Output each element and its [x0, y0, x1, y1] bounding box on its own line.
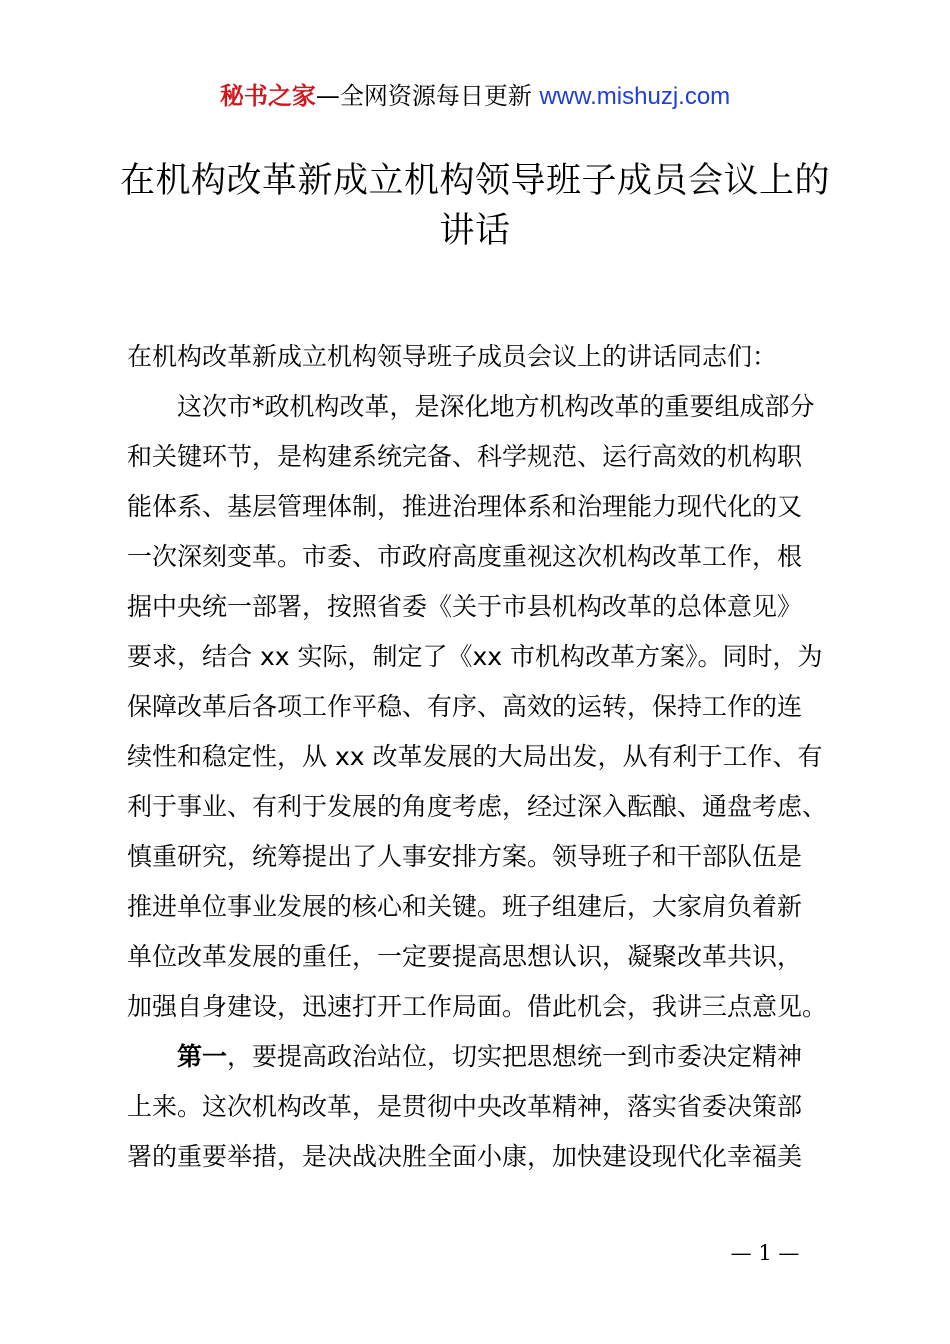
- paragraph-line: 署的重要举措，是决战决胜全面小康，加快建设现代化幸福美: [127, 1142, 803, 1171]
- paragraph-line: 这次市*政机构改革，是深化地方机构改革的重要组成部分: [177, 392, 815, 421]
- paragraph-line: 上来。这次机构改革，是贯彻中央改革精神，落实省委决策部: [127, 1092, 803, 1121]
- paragraph-line: 推进单位事业发展的核心和关键。班子组建后，大家肩负着新: [127, 892, 803, 921]
- paragraph-line: 能体系、基层管理体制，推进治理体系和治理能力现代化的又: [127, 492, 803, 521]
- paragraph-line: 据中央统一部署，按照省委《关于市县机构改革的总体意见》: [127, 592, 803, 621]
- paragraph-line: 要求，结合 xx 实际，制定了《xx 市机构改革方案》。同时，为: [127, 642, 823, 671]
- page-number: — 1 —: [730, 1241, 800, 1265]
- document-body: [127, 332, 847, 1182]
- title-line-2: 讲话: [439, 211, 511, 251]
- paragraph-line: 慎重研究，统筹提出了人事安排方案。领导班子和干部队伍是: [127, 842, 803, 871]
- paragraph-line: 一次深刻变革。市委、市政府高度重视这次机构改革工作，根: [127, 542, 803, 571]
- salutation-line: 在机构改革新成立机构领导班子成员会议上的讲话同志们：: [127, 342, 778, 371]
- point-one-line: [127, 1032, 847, 1082]
- title-line-1: 在机构改革新成立机构领导班子成员会议上的: [119, 161, 830, 201]
- brand-name: 秘书之家: [219, 82, 316, 110]
- point-one-text: ，要提高政治站位，切实把思想统一到市委决定精神: [227, 1042, 803, 1071]
- document-title: [0, 156, 950, 256]
- paragraph-line: 利于事业、有利于发展的角度考虑，经过深入酝酿、通盘考虑、: [127, 792, 828, 821]
- paragraph-line: 单位改革发展的重任，一定要提高思想认识，凝聚改革共识，: [127, 942, 803, 971]
- point-one-label: 第一: [177, 1042, 228, 1071]
- paragraph-line: 和关键环节，是构建系统完备、科学规范、运行高效的机构职: [127, 442, 803, 471]
- paragraph-line: 保障改革后各项工作平稳、有序、高效的运转，保持工作的连: [127, 692, 803, 721]
- banner-tagline: —全网资源每日更新: [315, 82, 540, 110]
- site-banner: [0, 79, 950, 114]
- paragraph-line: 续性和稳定性，从 xx 改革发展的大局出发，从有利于工作、有: [127, 742, 823, 771]
- paragraph-line: 加强自身建设，迅速打开工作局面。借此机会，我讲三点意见。: [127, 992, 828, 1021]
- site-url-link[interactable]: www.mishuzj.com: [539, 83, 731, 110]
